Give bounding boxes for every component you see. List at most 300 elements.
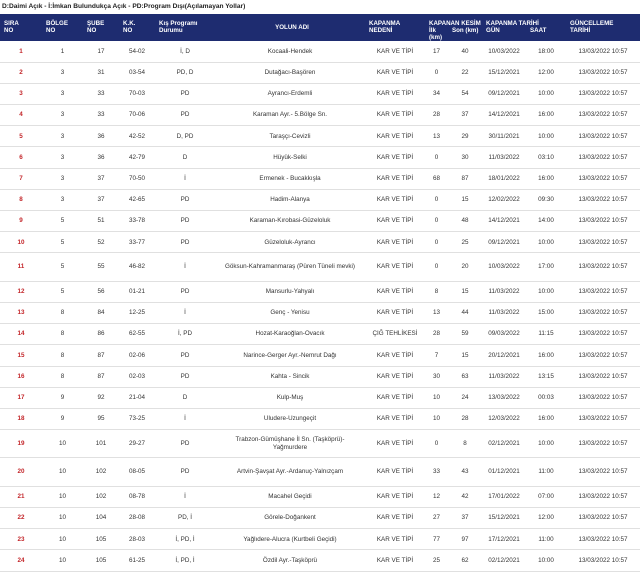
region-number: 9 xyxy=(42,387,83,408)
road-name: Karaman Ayr.- 5.Bölge Sn. xyxy=(215,105,365,126)
closure-date: 15/12/2021 xyxy=(482,508,526,529)
row-number: 17 xyxy=(0,387,42,408)
row-number: 24 xyxy=(0,550,42,571)
updated-date: 13/03/2022 10:57 xyxy=(566,529,640,550)
region-number: 8 xyxy=(42,366,83,387)
closure-reason: KAR VE TİPİ xyxy=(365,430,425,458)
start-km: 28 xyxy=(425,324,448,345)
end-km: 22 xyxy=(448,62,482,83)
road-name: Macahel Geçidi xyxy=(215,486,365,507)
end-km: 15 xyxy=(448,189,482,210)
closure-date: 13/03/2022 xyxy=(482,387,526,408)
row-number: 10 xyxy=(0,232,42,253)
winter-program-status: D xyxy=(155,147,215,168)
header-yol: YOLUN ADI xyxy=(215,14,365,41)
winter-program-status: PD, İ xyxy=(155,508,215,529)
table-row xyxy=(0,281,640,302)
row-number: 7 xyxy=(0,168,42,189)
winter-program-status: İ, PD, İ xyxy=(155,550,215,571)
closure-reason: KAR VE TİPİ xyxy=(365,253,425,281)
region-number: 8 xyxy=(42,302,83,323)
header-tarih: KAPANMA TARİHİ xyxy=(482,14,566,27)
winter-program-status: İ xyxy=(155,408,215,429)
closure-date: 11/03/2022 xyxy=(482,366,526,387)
closure-date: 09/03/2022 xyxy=(482,324,526,345)
kk-number: 12-25 xyxy=(119,302,155,323)
closure-reason: KAR VE TİPİ xyxy=(365,366,425,387)
kk-number: 61-25 xyxy=(119,550,155,571)
winter-program-status: PD xyxy=(155,189,215,210)
end-km: 25 xyxy=(448,232,482,253)
updated-date: 13/03/2022 10:57 xyxy=(566,408,640,429)
closure-date: 14/12/2021 xyxy=(482,211,526,232)
updated-date: 13/03/2022 10:57 xyxy=(566,126,640,147)
table-row xyxy=(0,430,640,458)
branch-number: 87 xyxy=(83,345,119,366)
end-km: 37 xyxy=(448,508,482,529)
header-son-km: Son (km) xyxy=(448,27,482,41)
kk-number: 42-65 xyxy=(119,189,155,210)
closure-time: 10:00 xyxy=(526,232,566,253)
closure-reason: KAR VE TİPİ xyxy=(365,486,425,507)
table-row xyxy=(0,105,640,126)
row-number: 13 xyxy=(0,302,42,323)
closure-time: 09:30 xyxy=(526,189,566,210)
branch-number: 104 xyxy=(83,508,119,529)
region-number: 3 xyxy=(42,126,83,147)
updated-date: 13/03/2022 10:57 xyxy=(566,62,640,83)
branch-number: 92 xyxy=(83,387,119,408)
start-km: 33 xyxy=(425,458,448,486)
table-row xyxy=(0,324,640,345)
branch-number: 51 xyxy=(83,211,119,232)
table-row xyxy=(0,458,640,486)
updated-date: 13/03/2022 10:57 xyxy=(566,458,640,486)
closure-date: 09/12/2021 xyxy=(482,232,526,253)
region-number: 8 xyxy=(42,324,83,345)
closure-date: 10/03/2022 xyxy=(482,253,526,281)
updated-date: 13/03/2022 10:57 xyxy=(566,508,640,529)
end-km: 42 xyxy=(448,486,482,507)
winter-program-status: PD xyxy=(155,458,215,486)
kk-number: 21-04 xyxy=(119,387,155,408)
closure-date: 12/02/2022 xyxy=(482,189,526,210)
closure-reason: KAR VE TİPİ xyxy=(365,508,425,529)
end-km: 37 xyxy=(448,105,482,126)
closure-time: 17:00 xyxy=(526,253,566,281)
closure-time: 07:00 xyxy=(526,486,566,507)
closure-time: 18:00 xyxy=(526,41,566,62)
table-row xyxy=(0,529,640,550)
region-number: 10 xyxy=(42,458,83,486)
start-km: 0 xyxy=(425,147,448,168)
updated-date: 13/03/2022 10:57 xyxy=(566,324,640,345)
closure-date: 09/12/2021 xyxy=(482,83,526,104)
header-sira-no: NO xyxy=(0,27,42,41)
road-name: Trabzon-Gümüşhane İl Sn. (Taşköprü)-Yağmurdere xyxy=(215,430,365,458)
closure-time: 13:15 xyxy=(526,366,566,387)
road-name: Taraşçı-Cevizli xyxy=(215,126,365,147)
closure-time: 10:00 xyxy=(526,550,566,571)
closure-reason: KAR VE TİPİ xyxy=(365,189,425,210)
winter-program-status: PD xyxy=(155,430,215,458)
table-row xyxy=(0,508,640,529)
kk-number: 01-21 xyxy=(119,281,155,302)
row-number: 20 xyxy=(0,458,42,486)
end-km: 97 xyxy=(448,529,482,550)
start-km: 0 xyxy=(425,232,448,253)
closure-reason: KAR VE TİPİ xyxy=(365,62,425,83)
closure-reason: KAR VE TİPİ xyxy=(365,168,425,189)
road-name: Görele-Doğankent xyxy=(215,508,365,529)
winter-program-status: İ xyxy=(155,168,215,189)
closure-date: 14/12/2021 xyxy=(482,105,526,126)
row-number: 5 xyxy=(0,126,42,147)
updated-date: 13/03/2022 10:57 xyxy=(566,486,640,507)
kk-number: 70-03 xyxy=(119,83,155,104)
region-number: 3 xyxy=(42,147,83,168)
winter-program-status: PD xyxy=(155,83,215,104)
winter-program-status: İ, PD xyxy=(155,324,215,345)
closure-date: 02/12/2021 xyxy=(482,430,526,458)
closure-time: 10:00 xyxy=(526,430,566,458)
end-km: 24 xyxy=(448,387,482,408)
closure-time: 10:00 xyxy=(526,281,566,302)
closure-time: 10:00 xyxy=(526,83,566,104)
updated-date: 13/03/2022 10:57 xyxy=(566,41,640,62)
region-number: 5 xyxy=(42,232,83,253)
winter-program-status: D xyxy=(155,387,215,408)
updated-date: 13/03/2022 10:57 xyxy=(566,83,640,104)
branch-number: 55 xyxy=(83,253,119,281)
closure-reason: KAR VE TİPİ xyxy=(365,105,425,126)
kk-number: 42-52 xyxy=(119,126,155,147)
winter-program-status: İ xyxy=(155,253,215,281)
closure-reason: KAR VE TİPİ xyxy=(365,281,425,302)
updated-date: 13/03/2022 10:57 xyxy=(566,281,640,302)
closure-reason: KAR VE TİPİ xyxy=(365,387,425,408)
start-km: 13 xyxy=(425,126,448,147)
row-number: 2 xyxy=(0,62,42,83)
winter-program-status: İ xyxy=(155,302,215,323)
kk-number: 08-78 xyxy=(119,486,155,507)
updated-date: 13/03/2022 10:57 xyxy=(566,168,640,189)
start-km: 25 xyxy=(425,550,448,571)
row-number: 11 xyxy=(0,253,42,281)
start-km: 0 xyxy=(425,211,448,232)
closure-reason: KAR VE TİPİ xyxy=(365,41,425,62)
kk-number: 70-50 xyxy=(119,168,155,189)
road-name: Hozat-Karaoğlan-Ovacık xyxy=(215,324,365,345)
updated-date: 13/03/2022 10:57 xyxy=(566,302,640,323)
closure-time: 14:00 xyxy=(526,211,566,232)
closure-date: 30/11/2021 xyxy=(482,126,526,147)
closure-reason: KAR VE TİPİ xyxy=(365,126,425,147)
header-saat: SAAT xyxy=(526,27,566,41)
end-km: 40 xyxy=(448,41,482,62)
closure-reason: ÇIĞ TEHLİKESİ xyxy=(365,324,425,345)
start-km: 77 xyxy=(425,529,448,550)
header-kapanma: KAPANMA xyxy=(365,14,425,27)
branch-number: 31 xyxy=(83,62,119,83)
row-number: 4 xyxy=(0,105,42,126)
region-number: 8 xyxy=(42,345,83,366)
header-sube-no: NO xyxy=(83,27,119,41)
road-name: Uludere-Uzungeçit xyxy=(215,408,365,429)
kk-number: 08-05 xyxy=(119,458,155,486)
kk-number: 54-02 xyxy=(119,41,155,62)
end-km: 28 xyxy=(448,408,482,429)
road-name: Karaman-Kırobasi-Güzeloluk xyxy=(215,211,365,232)
kk-number: 33-77 xyxy=(119,232,155,253)
row-number: 19 xyxy=(0,430,42,458)
winter-program-status: D, PD xyxy=(155,126,215,147)
closure-time: 16:00 xyxy=(526,345,566,366)
branch-number: 56 xyxy=(83,281,119,302)
closure-date: 17/12/2021 xyxy=(482,529,526,550)
kk-number: 42-79 xyxy=(119,147,155,168)
closure-time: 15:00 xyxy=(526,302,566,323)
closure-time: 16:00 xyxy=(526,105,566,126)
kk-number: 62-55 xyxy=(119,324,155,345)
header-kis: Kış Programı xyxy=(155,14,215,27)
closure-reason: KAR VE TİPİ xyxy=(365,211,425,232)
updated-date: 13/03/2022 10:57 xyxy=(566,345,640,366)
updated-date: 13/03/2022 10:57 xyxy=(566,253,640,281)
header-ilk-km: İlk (km) xyxy=(425,27,448,41)
table-row xyxy=(0,345,640,366)
updated-date: 13/03/2022 10:57 xyxy=(566,105,640,126)
end-km: 8 xyxy=(448,430,482,458)
end-km: 30 xyxy=(448,147,482,168)
closure-time: 00:03 xyxy=(526,387,566,408)
closure-reason: KAR VE TİPİ xyxy=(365,408,425,429)
table-header xyxy=(0,14,640,41)
branch-number: 84 xyxy=(83,302,119,323)
closure-date: 12/03/2022 xyxy=(482,408,526,429)
table-row xyxy=(0,408,640,429)
header-guncelleme-tarihi: TARİHİ xyxy=(566,27,640,41)
legend-text: D:Daimi Açık - İ:İmkan Bulundukça Açık - PD:Program Dışı(Açılamayan Yollar) xyxy=(2,3,246,10)
start-km: 10 xyxy=(425,387,448,408)
table-row xyxy=(0,366,640,387)
branch-number: 36 xyxy=(83,126,119,147)
start-km: 68 xyxy=(425,168,448,189)
winter-program-status: PD xyxy=(155,105,215,126)
start-km: 0 xyxy=(425,430,448,458)
road-name: Hadim-Alanya xyxy=(215,189,365,210)
branch-number: 37 xyxy=(83,189,119,210)
start-km: 28 xyxy=(425,105,448,126)
kk-number: 46-82 xyxy=(119,253,155,281)
table-row xyxy=(0,168,640,189)
region-number: 3 xyxy=(42,189,83,210)
road-name: Narince-Gerger Ayr.-Nemrut Dağı xyxy=(215,345,365,366)
closure-reason: KAR VE TİPİ xyxy=(365,302,425,323)
end-km: 48 xyxy=(448,211,482,232)
winter-program-status: İ, PD, İ xyxy=(155,529,215,550)
kk-number: 70-06 xyxy=(119,105,155,126)
region-number: 5 xyxy=(42,211,83,232)
header-kk: K.K. xyxy=(119,14,155,27)
start-km: 8 xyxy=(425,281,448,302)
row-number: 12 xyxy=(0,281,42,302)
road-name: Göksun-Kahramanmaraş (Püren Tüneli mevki) xyxy=(215,253,365,281)
region-number: 10 xyxy=(42,529,83,550)
header-kk-no: NO xyxy=(119,27,155,41)
table-row xyxy=(0,550,640,571)
closure-date: 11/03/2022 xyxy=(482,281,526,302)
end-km: 59 xyxy=(448,324,482,345)
updated-date: 13/03/2022 10:57 xyxy=(566,430,640,458)
region-number: 10 xyxy=(42,486,83,507)
updated-date: 13/03/2022 10:57 xyxy=(566,147,640,168)
closure-date: 02/12/2021 xyxy=(482,550,526,571)
closure-date: 15/12/2021 xyxy=(482,62,526,83)
closure-time: 03:10 xyxy=(526,147,566,168)
table-row xyxy=(0,41,640,62)
closure-date: 20/12/2021 xyxy=(482,345,526,366)
closure-reason: KAR VE TİPİ xyxy=(365,345,425,366)
kk-number: 28-08 xyxy=(119,508,155,529)
winter-program-status: PD xyxy=(155,211,215,232)
start-km: 0 xyxy=(425,62,448,83)
end-km: 43 xyxy=(448,458,482,486)
closure-time: 12:00 xyxy=(526,508,566,529)
table-row xyxy=(0,302,640,323)
branch-number: 86 xyxy=(83,324,119,345)
road-name: Hüyük-Selki xyxy=(215,147,365,168)
start-km: 27 xyxy=(425,508,448,529)
updated-date: 13/03/2022 10:57 xyxy=(566,387,640,408)
kk-number: 02-06 xyxy=(119,345,155,366)
row-number: 18 xyxy=(0,408,42,429)
updated-date: 13/03/2022 10:57 xyxy=(566,366,640,387)
header-bolge: BÖLGE xyxy=(42,14,83,27)
row-number: 16 xyxy=(0,366,42,387)
end-km: 29 xyxy=(448,126,482,147)
end-km: 63 xyxy=(448,366,482,387)
winter-program-status: İ xyxy=(155,486,215,507)
branch-number: 101 xyxy=(83,430,119,458)
region-number: 10 xyxy=(42,550,83,571)
start-km: 0 xyxy=(425,253,448,281)
start-km: 30 xyxy=(425,366,448,387)
region-number: 5 xyxy=(42,281,83,302)
kk-number: 33-78 xyxy=(119,211,155,232)
branch-number: 87 xyxy=(83,366,119,387)
branch-number: 102 xyxy=(83,458,119,486)
branch-number: 105 xyxy=(83,529,119,550)
table-row xyxy=(0,147,640,168)
header-sira: SIRA xyxy=(0,14,42,27)
branch-number: 33 xyxy=(83,105,119,126)
table-body xyxy=(0,41,640,571)
closure-date: 18/01/2022 xyxy=(482,168,526,189)
updated-date: 13/03/2022 10:57 xyxy=(566,232,640,253)
region-number: 3 xyxy=(42,83,83,104)
start-km: 34 xyxy=(425,83,448,104)
closure-date: 11/03/2022 xyxy=(482,147,526,168)
end-km: 87 xyxy=(448,168,482,189)
road-name: Kulp-Muş xyxy=(215,387,365,408)
row-number: 15 xyxy=(0,345,42,366)
table-row xyxy=(0,83,640,104)
road-name: Mansurlu-Yahyalı xyxy=(215,281,365,302)
branch-number: 105 xyxy=(83,550,119,571)
closure-date: 17/01/2022 xyxy=(482,486,526,507)
header-bolge-no: NO xyxy=(42,27,83,41)
closure-reason: KAR VE TİPİ xyxy=(365,458,425,486)
closure-time: 16:00 xyxy=(526,408,566,429)
branch-number: 37 xyxy=(83,168,119,189)
updated-date: 13/03/2022 10:57 xyxy=(566,550,640,571)
winter-program-status: PD, D xyxy=(155,62,215,83)
start-km: 12 xyxy=(425,486,448,507)
end-km: 20 xyxy=(448,253,482,281)
road-name: Ayrancı-Erdemli xyxy=(215,83,365,104)
branch-number: 17 xyxy=(83,41,119,62)
branch-number: 102 xyxy=(83,486,119,507)
road-name: Yağlıdere-Alucra (Kurtbeli Geçidi) xyxy=(215,529,365,550)
table-row xyxy=(0,126,640,147)
road-name: Güzeloluk-Ayrancı xyxy=(215,232,365,253)
branch-number: 52 xyxy=(83,232,119,253)
branch-number: 36 xyxy=(83,147,119,168)
row-number: 14 xyxy=(0,324,42,345)
winter-program-status: PD xyxy=(155,366,215,387)
branch-number: 33 xyxy=(83,83,119,104)
start-km: 17 xyxy=(425,41,448,62)
table-row xyxy=(0,387,640,408)
closure-reason: KAR VE TİPİ xyxy=(365,529,425,550)
row-number: 9 xyxy=(0,211,42,232)
closure-time: 11:15 xyxy=(526,324,566,345)
row-number: 1 xyxy=(0,41,42,62)
kk-number: 02-03 xyxy=(119,366,155,387)
end-km: 44 xyxy=(448,302,482,323)
closure-date: 01/12/2021 xyxy=(482,458,526,486)
region-number: 3 xyxy=(42,105,83,126)
header-kesim: KAPANAN KESİM xyxy=(425,14,482,27)
closure-date: 11/03/2022 xyxy=(482,302,526,323)
closure-time: 11:00 xyxy=(526,458,566,486)
region-number: 3 xyxy=(42,168,83,189)
region-number: 1 xyxy=(42,41,83,62)
header-gun: GÜN xyxy=(482,27,526,41)
region-number: 9 xyxy=(42,408,83,429)
closed-roads-table xyxy=(0,14,640,572)
table-row xyxy=(0,232,640,253)
winter-program-status: PD xyxy=(155,232,215,253)
start-km: 0 xyxy=(425,189,448,210)
table-row xyxy=(0,189,640,210)
end-km: 15 xyxy=(448,345,482,366)
closure-time: 12:00 xyxy=(526,62,566,83)
road-name: Ermenek - Bucakkışla xyxy=(215,168,365,189)
closure-reason: KAR VE TİPİ xyxy=(365,550,425,571)
kk-number: 28-03 xyxy=(119,529,155,550)
closure-reason: KAR VE TİPİ xyxy=(365,83,425,104)
region-number: 10 xyxy=(42,430,83,458)
updated-date: 13/03/2022 10:57 xyxy=(566,189,640,210)
closure-time: 16:00 xyxy=(526,168,566,189)
end-km: 54 xyxy=(448,83,482,104)
winter-program-status: İ, D xyxy=(155,41,215,62)
region-number: 3 xyxy=(42,62,83,83)
row-number: 22 xyxy=(0,508,42,529)
table-row xyxy=(0,253,640,281)
